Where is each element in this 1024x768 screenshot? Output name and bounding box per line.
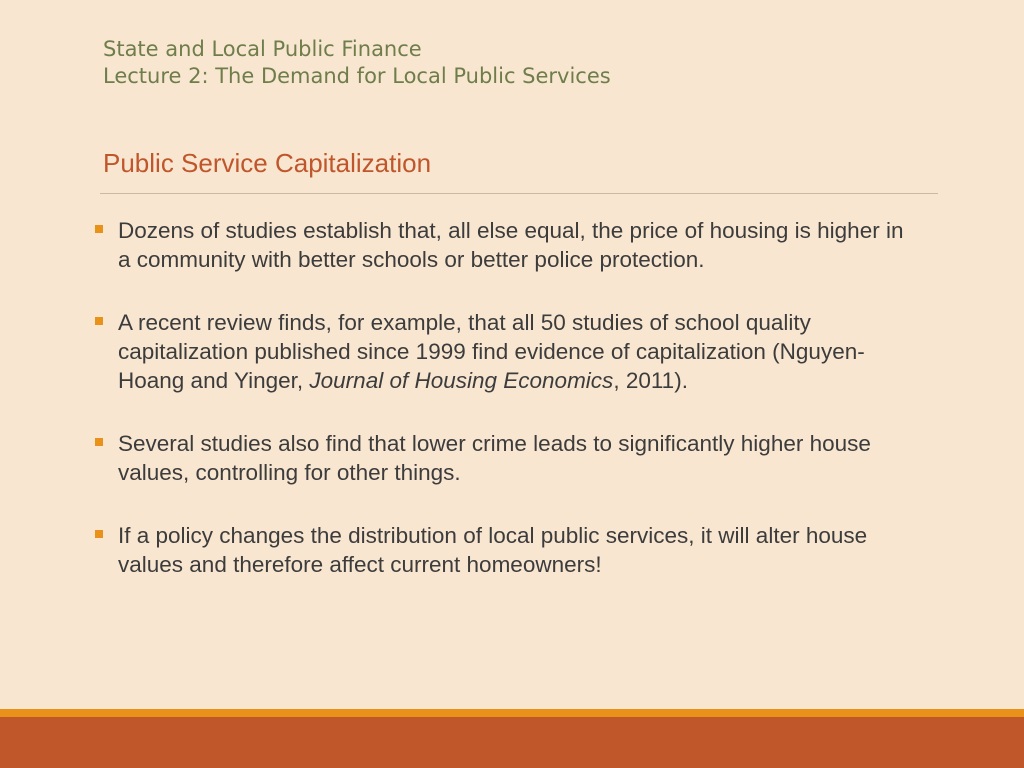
square-bullet-icon (95, 530, 103, 538)
bullet-text: Dozens of studies establish that, all else equal, the price of housing is higher in a community with better schools or better police protection. (118, 218, 904, 272)
square-bullet-icon (95, 317, 103, 325)
lecture-title: Lecture 2: The Demand for Local Public Services (103, 64, 611, 88)
bullet-text-start: A recent review finds, for example, that all 50 studies of school quality capitalization published since 1999 find evidence of capitalization (Nguyen-Hoang and Yinger, (118, 310, 865, 393)
square-bullet-icon (95, 225, 103, 233)
title-divider (100, 193, 938, 194)
bullet-item (92, 429, 912, 487)
bullet-text-end: , 2011). (613, 368, 688, 393)
bullet-list (92, 216, 912, 613)
bullet-item (92, 521, 912, 579)
journal-name: Journal of Housing Economics (309, 368, 614, 393)
bullet-item (92, 308, 912, 395)
bullet-item (92, 216, 912, 274)
course-title: State and Local Public Finance (103, 37, 422, 61)
slide-title: Public Service Capitalization (103, 148, 432, 178)
bullet-text: Several studies also find that lower crime leads to significantly higher house values, controlling for other things. (118, 431, 871, 485)
bottom-accent-stripe (0, 709, 1024, 717)
bullet-text (118, 310, 865, 393)
bullet-text: If a policy changes the distribution of local public services, it will alter house values and therefore affect current homeowners! (118, 523, 868, 577)
course-header (103, 36, 611, 90)
bottom-band (0, 717, 1024, 768)
square-bullet-icon (95, 438, 103, 446)
